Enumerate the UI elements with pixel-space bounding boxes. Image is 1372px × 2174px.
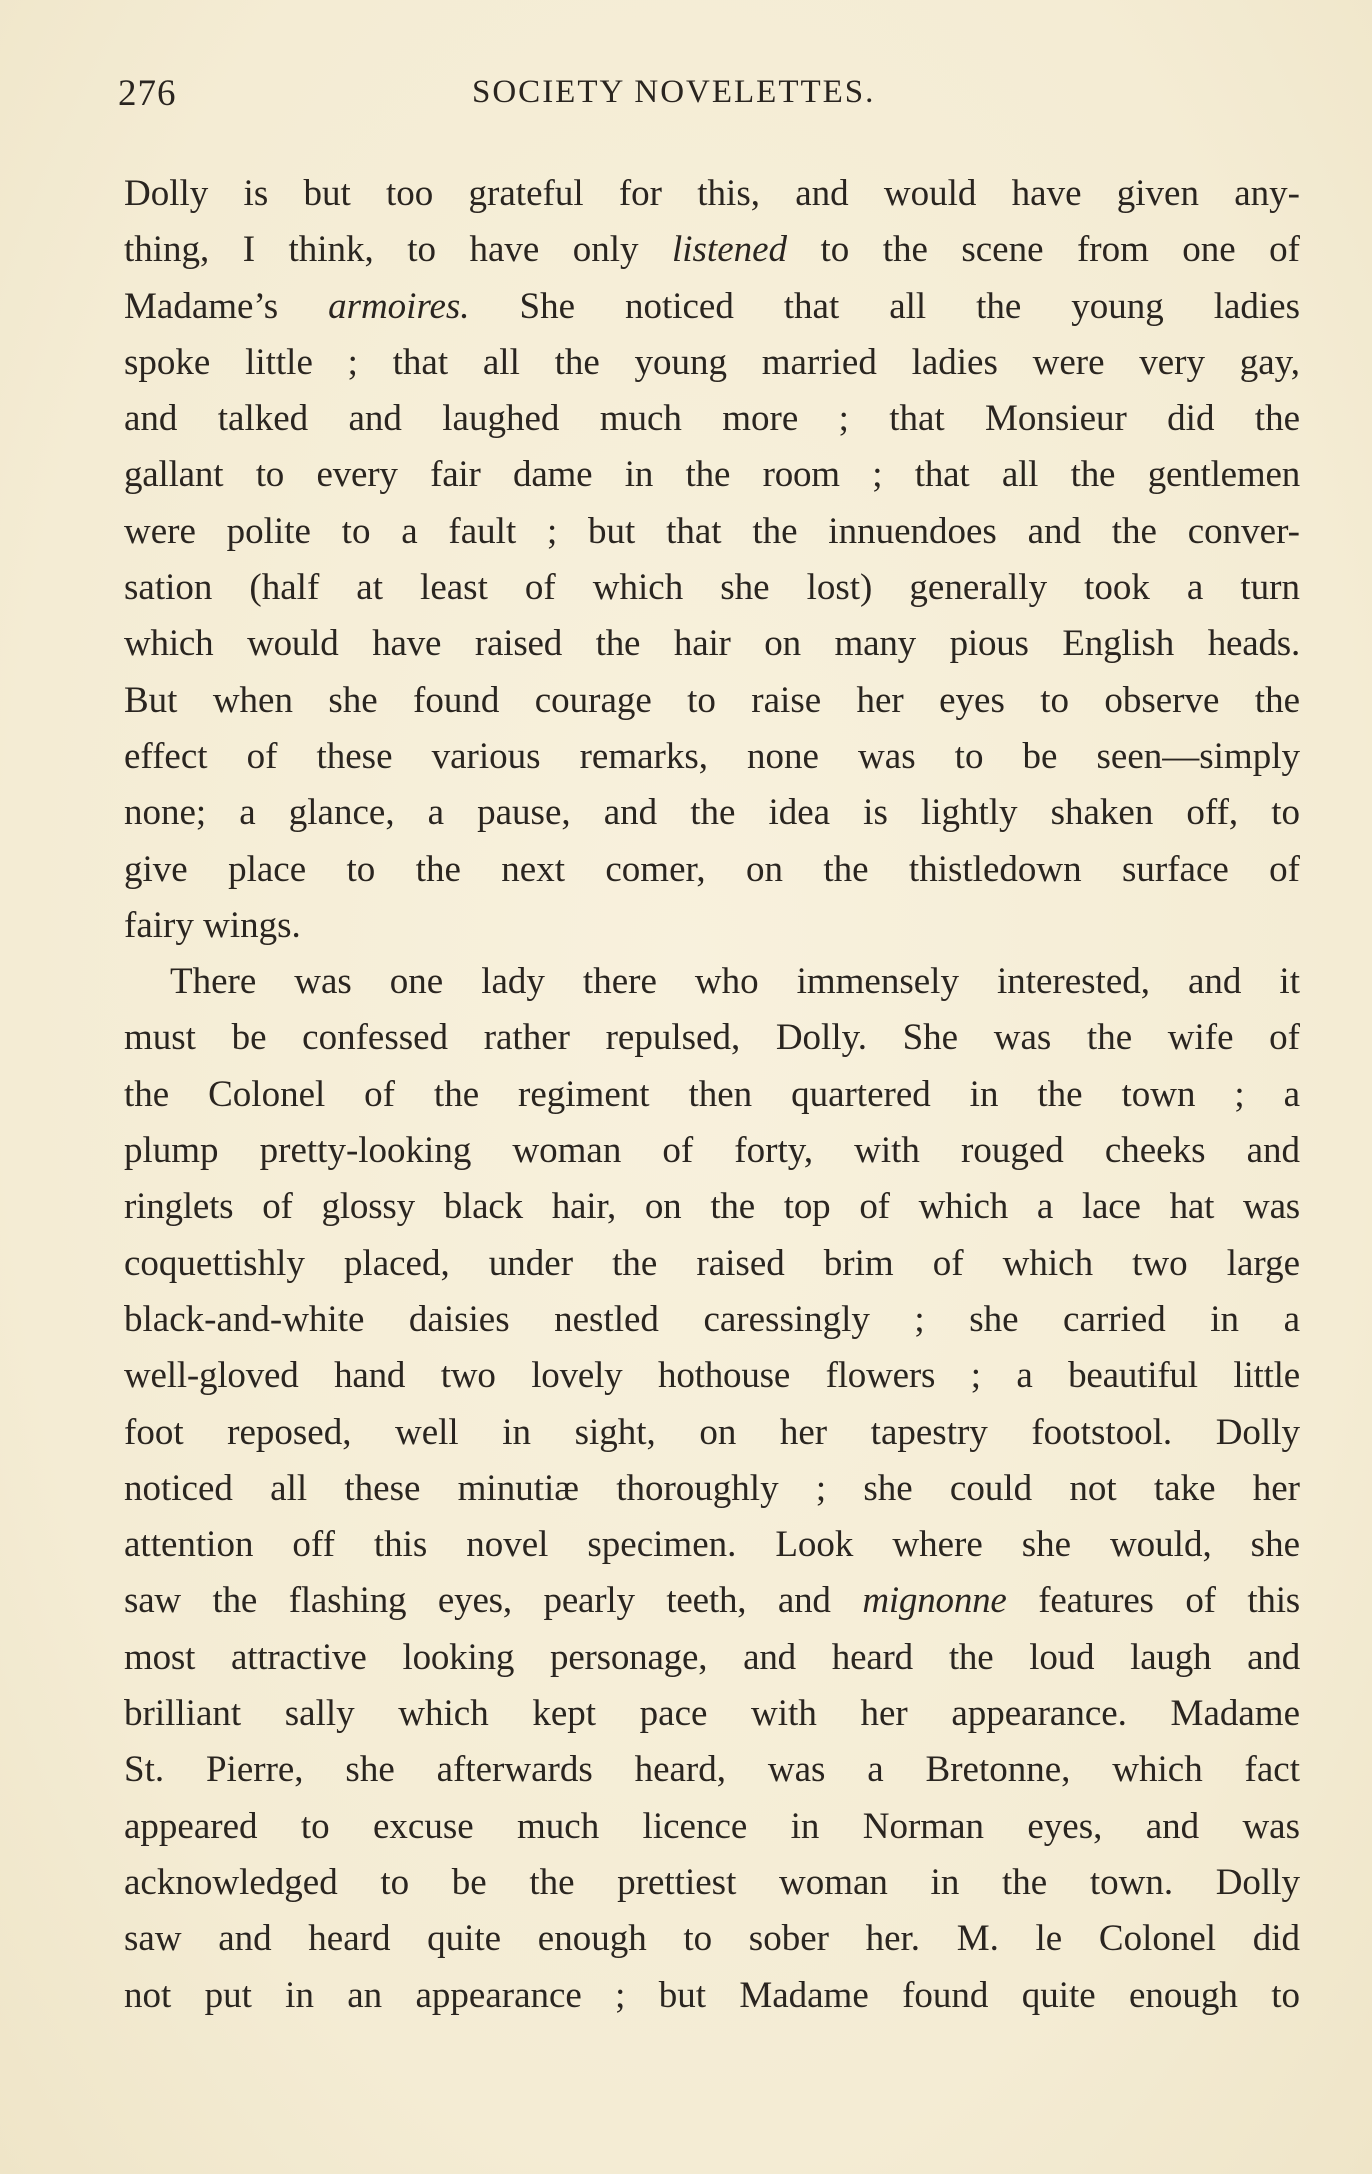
italic-word: mignonne bbox=[862, 1580, 1007, 1622]
text-line: noticed all these minutiæ thoroughly ; she could not take her bbox=[124, 1467, 1300, 1509]
running-head bbox=[118, 72, 1302, 122]
text-line: plump pretty-looking woman of forty, with rouged cheeks and bbox=[124, 1130, 1300, 1172]
text-line: gallant to every fair dame in the room ; that all the gentlemen bbox=[124, 454, 1300, 496]
text-line: coquettishly placed, under the raised brim of which two large bbox=[124, 1242, 1300, 1284]
text-line: fairy wings. bbox=[124, 904, 301, 946]
text-line: saw and heard quite enough to sober her. M. le Colonel did bbox=[124, 1918, 1300, 1960]
text-line: spoke little ; that all the young married ladies were very gay, bbox=[124, 341, 1300, 383]
text-line: brilliant sally which kept pace with her appearance. Madame bbox=[124, 1693, 1300, 1735]
text-line: Madame’s armoires. She noticed that all the young ladies bbox=[124, 285, 1300, 327]
text-line: not put in an appearance ; but Madame found quite enough to bbox=[124, 1974, 1300, 2016]
italic-word: listened bbox=[671, 229, 788, 271]
text-line: ringlets of glossy black hair, on the top of which a lace hat was bbox=[124, 1186, 1300, 1228]
running-head-title: SOCIETY NOVELETTES. bbox=[472, 74, 876, 110]
text-line: Dolly is but too grateful for this, and would have given any- bbox=[124, 173, 1300, 214]
text-line: appeared to excuse much licence in Norman eyes, and was bbox=[124, 1805, 1300, 1847]
text-line: But when she found courage to raise her eyes to observe the bbox=[124, 679, 1300, 721]
text-line: thing, I think, to have only listened to the scene from one of bbox=[124, 229, 1300, 271]
text-line: St. Pierre, she afterwards heard, was a Bretonne, which fact bbox=[124, 1749, 1300, 1791]
text-line: and talked and laughed much more ; that Monsieur did the bbox=[124, 398, 1300, 440]
body-text bbox=[124, 166, 1300, 2024]
text-line: There was one lady there who immensely interested, and it bbox=[170, 961, 1300, 1003]
text-line: give place to the next comer, on the thistledown surface of bbox=[124, 848, 1300, 890]
text-line: which would have raised the hair on many pious English heads. bbox=[124, 623, 1300, 665]
text-line: foot reposed, well in sight, on her tapestry footstool. Dolly bbox=[124, 1411, 1300, 1453]
text-line: effect of these various remarks, none was to be seen—simply bbox=[124, 735, 1300, 777]
italic-word: armoires. bbox=[328, 285, 470, 327]
text-line: attention off this novel specimen. Look where she would, she bbox=[124, 1524, 1300, 1566]
text-line: saw the flashing eyes, pearly teeth, and mignonne features of this bbox=[124, 1580, 1301, 1622]
text-line: sation (half at least of which she lost) generally took a turn bbox=[124, 567, 1300, 609]
text-line: must be confessed rather repulsed, Dolly. She was the wife of bbox=[124, 1017, 1300, 1059]
text-line: none; a glance, a pause, and the idea is lightly shaken off, to bbox=[124, 792, 1300, 834]
page-number: 276 bbox=[118, 73, 177, 114]
text-line: black-and-white daisies nestled caressingly ; she carried in a bbox=[124, 1298, 1300, 1340]
text-line: the Colonel of the regiment then quartered in the town ; a bbox=[124, 1073, 1300, 1115]
text-line: acknowledged to be the prettiest woman in the town. Dolly bbox=[124, 1861, 1300, 1903]
text-line: most attractive looking personage, and heard the loud laugh and bbox=[124, 1636, 1300, 1678]
text-line: well-gloved hand two lovely hothouse flowers ; a beautiful little bbox=[124, 1355, 1300, 1397]
text-line: were polite to a fault ; but that the innuendoes and the conver- bbox=[124, 510, 1300, 552]
